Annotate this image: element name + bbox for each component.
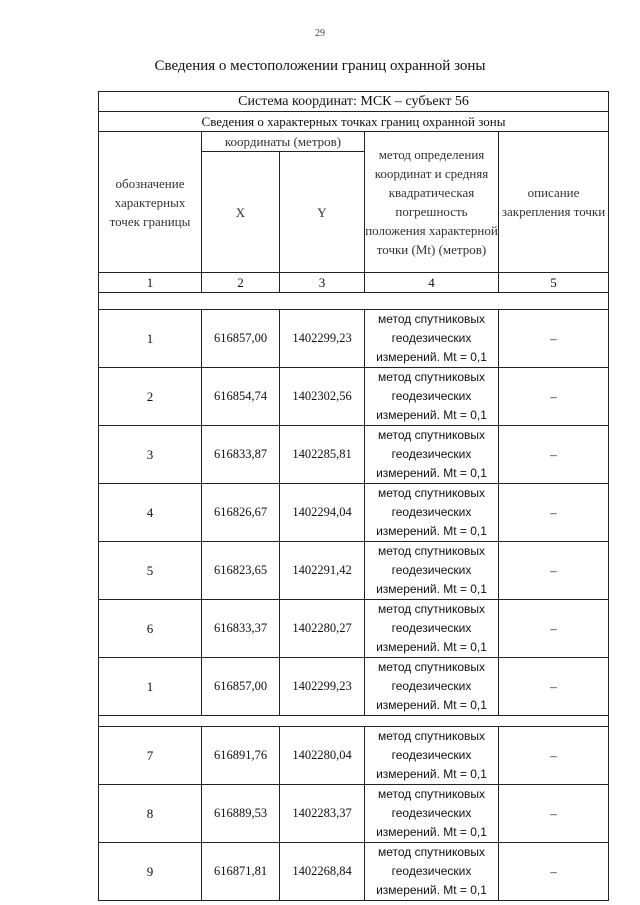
coordinate-y: 1402280,04: [280, 727, 365, 785]
group-separator-row: [99, 293, 609, 310]
determination-method: метод спутниковых геодезических измерений. Mt = 0,1: [365, 843, 499, 901]
point-designation: 2: [99, 368, 202, 426]
coordinate-x: 616833,87: [202, 426, 280, 484]
coordinate-y: 1402291,42: [280, 542, 365, 600]
table-row: [99, 310, 609, 368]
point-description: –: [499, 310, 609, 368]
coordinate-x: 616889,53: [202, 785, 280, 843]
coordinate-x: 616871,81: [202, 843, 280, 901]
determination-method: метод спутниковых геодезических измерений. Mt = 0,1: [365, 727, 499, 785]
table-row: [99, 843, 609, 901]
column-number: 1: [99, 273, 202, 293]
point-designation: 1: [99, 310, 202, 368]
header-method: метод определения координат и средняя квадратическая погрешность положения характерной точки (Mt) (метров): [365, 132, 499, 273]
column-number-row: [99, 273, 609, 293]
determination-method: метод спутниковых геодезических измерений. Mt = 0,1: [365, 658, 499, 716]
table-row: [99, 785, 609, 843]
point-description: –: [499, 843, 609, 901]
point-designation: 8: [99, 785, 202, 843]
point-description: –: [499, 368, 609, 426]
point-description: –: [499, 600, 609, 658]
point-description: –: [499, 426, 609, 484]
header-description: описание закрепления точки: [499, 132, 609, 273]
determination-method: метод спутниковых геодезических измерений. Mt = 0,1: [365, 484, 499, 542]
table-subtitle: Сведения о характерных точках границ охранной зоны: [99, 112, 609, 132]
determination-method: метод спутниковых геодезических измерений. Mt = 0,1: [365, 600, 499, 658]
table-row: [99, 368, 609, 426]
column-number: 2: [202, 273, 280, 293]
header-x: X: [202, 152, 280, 273]
table-row: [99, 658, 609, 716]
coordinate-y: 1402268,84: [280, 843, 365, 901]
point-designation: 1: [99, 658, 202, 716]
coordinate-x: 616826,67: [202, 484, 280, 542]
determination-method: метод спутниковых геодезических измерений. Mt = 0,1: [365, 785, 499, 843]
point-description: –: [499, 484, 609, 542]
coordinate-x: 616854,74: [202, 368, 280, 426]
table-row: [99, 600, 609, 658]
table-row: [99, 727, 609, 785]
determination-method: метод спутниковых геодезических измерений. Mt = 0,1: [365, 310, 499, 368]
coordinate-system: Система координат: МСК – субъект 56: [99, 92, 609, 112]
coordinate-y: 1402294,04: [280, 484, 365, 542]
header-y: Y: [280, 152, 365, 273]
document-title: Сведения о местоположении границ охранной зоны: [154, 58, 486, 74]
boundary-points-table: [98, 91, 609, 901]
table-row: [99, 484, 609, 542]
header-coordinates: координаты (метров): [202, 132, 365, 152]
coordinate-y: 1402283,37: [280, 785, 365, 843]
point-designation: 9: [99, 843, 202, 901]
table-row: [99, 542, 609, 600]
coordinate-y: 1402302,56: [280, 368, 365, 426]
determination-method: метод спутниковых геодезических измерений. Mt = 0,1: [365, 368, 499, 426]
point-description: –: [499, 658, 609, 716]
coordinate-y: 1402285,81: [280, 426, 365, 484]
point-description: –: [499, 542, 609, 600]
coordinate-x: 616857,00: [202, 658, 280, 716]
page-number: 29: [315, 28, 325, 39]
point-designation: 5: [99, 542, 202, 600]
column-number: 4: [365, 273, 499, 293]
coordinate-x: 616833,37: [202, 600, 280, 658]
point-designation: 6: [99, 600, 202, 658]
coordinate-x: 616891,76: [202, 727, 280, 785]
column-number: 3: [280, 273, 365, 293]
group-separator-row: [99, 716, 609, 727]
determination-method: метод спутниковых геодезических измерений. Mt = 0,1: [365, 426, 499, 484]
coordinate-y: 1402299,23: [280, 658, 365, 716]
point-description: –: [499, 727, 609, 785]
column-number: 5: [499, 273, 609, 293]
coordinate-y: 1402280,27: [280, 600, 365, 658]
header-designation: обозначение характерных точек границы: [99, 132, 202, 273]
determination-method: метод спутниковых геодезических измерений. Mt = 0,1: [365, 542, 499, 600]
point-designation: 3: [99, 426, 202, 484]
coordinate-y: 1402299,23: [280, 310, 365, 368]
point-description: –: [499, 785, 609, 843]
coordinate-x: 616857,00: [202, 310, 280, 368]
point-designation: 7: [99, 727, 202, 785]
table-header-row: [99, 132, 609, 152]
table-row: [99, 426, 609, 484]
coordinate-x: 616823,65: [202, 542, 280, 600]
point-designation: 4: [99, 484, 202, 542]
